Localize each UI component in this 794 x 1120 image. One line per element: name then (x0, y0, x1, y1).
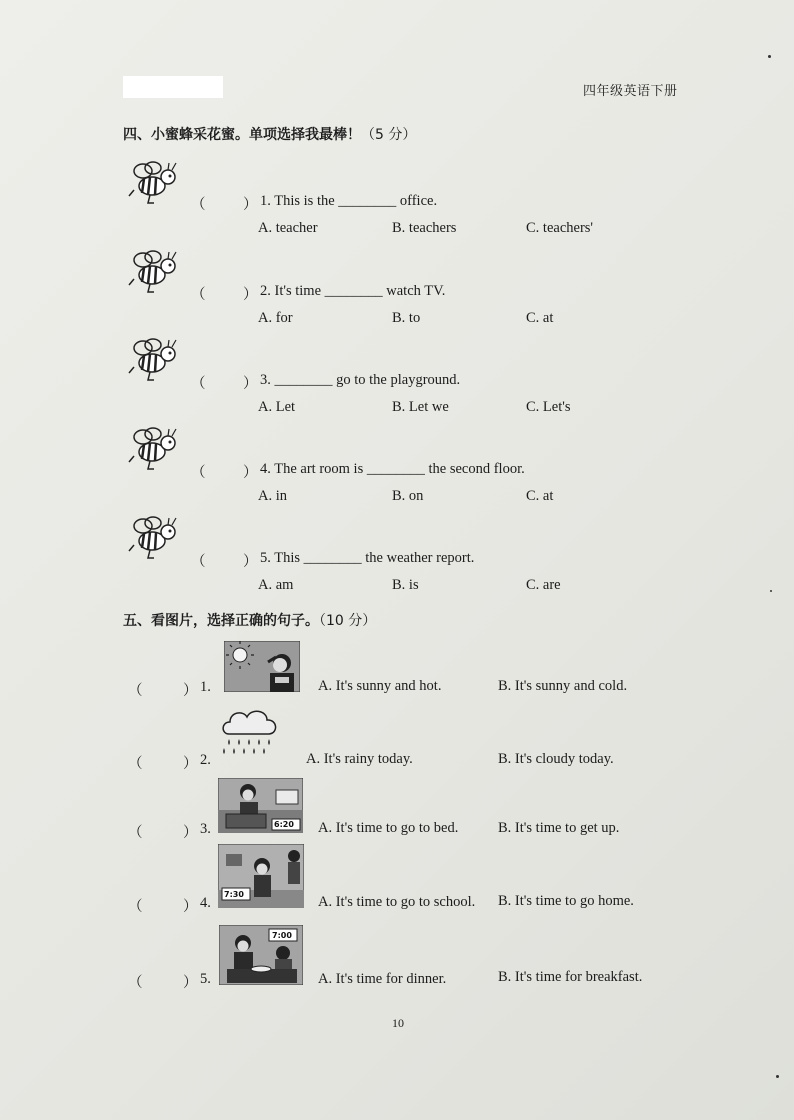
option-a[interactable]: A. for (258, 310, 293, 326)
redacted-label (123, 76, 223, 98)
question-number: 2. (200, 752, 211, 768)
option-a[interactable]: A. It's time for dinner. (318, 971, 447, 987)
clock-time: 6:20 (274, 820, 294, 829)
option-b[interactable]: B. It's sunny and cold. (498, 678, 628, 694)
answer-paren-open[interactable]: （ (191, 554, 206, 570)
option-c[interactable]: C. teachers' (526, 220, 594, 236)
answer-paren-open[interactable]: （ (128, 899, 143, 915)
question-stem: 4. The art room is ________ the second floor. (260, 461, 525, 477)
option-c[interactable]: C. Let's (526, 399, 571, 415)
answer-paren-open[interactable]: （ (191, 376, 206, 392)
section4-title (123, 124, 416, 144)
rain-cloud-picture (219, 706, 281, 762)
section5-title (123, 610, 376, 630)
bee-icon (126, 337, 178, 383)
scan-speck (770, 590, 772, 592)
question-number: 4. (200, 895, 211, 911)
option-b[interactable]: B. teachers (392, 220, 457, 236)
sunny-hot-picture (224, 641, 300, 692)
answer-paren-open[interactable]: （ (128, 975, 143, 991)
question-stem: 3. ________ go to the playground. (260, 372, 461, 388)
section4-title-text: 四、小蜜蜂采花蜜。单项选择我最棒！ (123, 127, 361, 143)
answer-paren-close: ） (183, 683, 198, 699)
answer-paren-close: ） (183, 899, 198, 915)
answer-paren-close: ） (243, 197, 258, 213)
page-number: 10 (392, 1016, 404, 1030)
answer-paren-close: ） (183, 825, 198, 841)
option-a[interactable]: A. It's rainy today. (306, 751, 413, 767)
scan-speck (776, 1075, 779, 1078)
bee-icon (126, 426, 178, 472)
option-b[interactable]: B. It's cloudy today. (498, 751, 614, 767)
option-c[interactable]: C. are (526, 577, 561, 593)
answer-paren-close: ） (243, 376, 258, 392)
option-a[interactable]: A. It's sunny and hot. (318, 678, 442, 694)
option-a[interactable]: A. am (258, 577, 294, 593)
breakfast-picture (219, 925, 303, 985)
section5-points: （10 分） (319, 613, 377, 629)
option-a[interactable]: A. teacher (258, 220, 318, 236)
option-c[interactable]: C. at (526, 488, 554, 504)
answer-paren-close: ） (243, 554, 258, 570)
option-a[interactable]: A. in (258, 488, 287, 504)
option-c[interactable]: C. at (526, 310, 554, 326)
option-a[interactable]: A. It's time to go to school. (318, 894, 476, 910)
grade-label: 四年级英语下册 (583, 84, 678, 99)
question-number: 3. (200, 821, 211, 837)
option-a[interactable]: A. Let (258, 399, 296, 415)
answer-paren-close: ） (183, 756, 198, 772)
answer-paren-close: ） (243, 287, 258, 303)
option-a[interactable]: A. It's time to go to bed. (318, 820, 459, 836)
answer-paren-open[interactable]: （ (191, 287, 206, 303)
answer-paren-close: ） (243, 465, 258, 481)
option-b[interactable]: B. on (392, 488, 424, 504)
section4-points: （5 分） (361, 127, 417, 143)
school-picture (218, 844, 304, 908)
option-b[interactable]: B. is (392, 577, 419, 593)
answer-paren-open[interactable]: （ (191, 197, 206, 213)
bee-icon (126, 515, 178, 561)
scan-speck (768, 55, 771, 58)
option-b[interactable]: B. It's time to get up. (498, 820, 620, 836)
question-stem: 2. It's time ________ watch TV. (260, 283, 446, 299)
option-b[interactable]: B. to (392, 310, 421, 326)
bee-icon (126, 249, 178, 295)
answer-paren-open[interactable]: （ (191, 465, 206, 481)
question-number: 5. (200, 971, 211, 987)
bedtime-picture (218, 778, 303, 833)
option-b[interactable]: B. It's time to go home. (498, 893, 634, 909)
question-stem: 1. This is the ________ office. (260, 193, 438, 209)
bee-icon (126, 160, 178, 206)
section5-title-text: 五、看图片，选择正确的句子。 (123, 613, 319, 629)
option-b[interactable]: B. It's time for breakfast. (498, 969, 643, 985)
answer-paren-open[interactable]: （ (128, 825, 143, 841)
option-b[interactable]: B. Let we (392, 399, 449, 415)
clock-time: 7:00 (272, 931, 292, 940)
question-stem: 5. This ________ the weather report. (260, 550, 475, 566)
answer-paren-close: ） (183, 975, 198, 991)
question-number: 1. (200, 679, 211, 695)
clock-time: 7:30 (224, 890, 244, 899)
answer-paren-open[interactable]: （ (128, 683, 143, 699)
answer-paren-open[interactable]: （ (128, 756, 143, 772)
